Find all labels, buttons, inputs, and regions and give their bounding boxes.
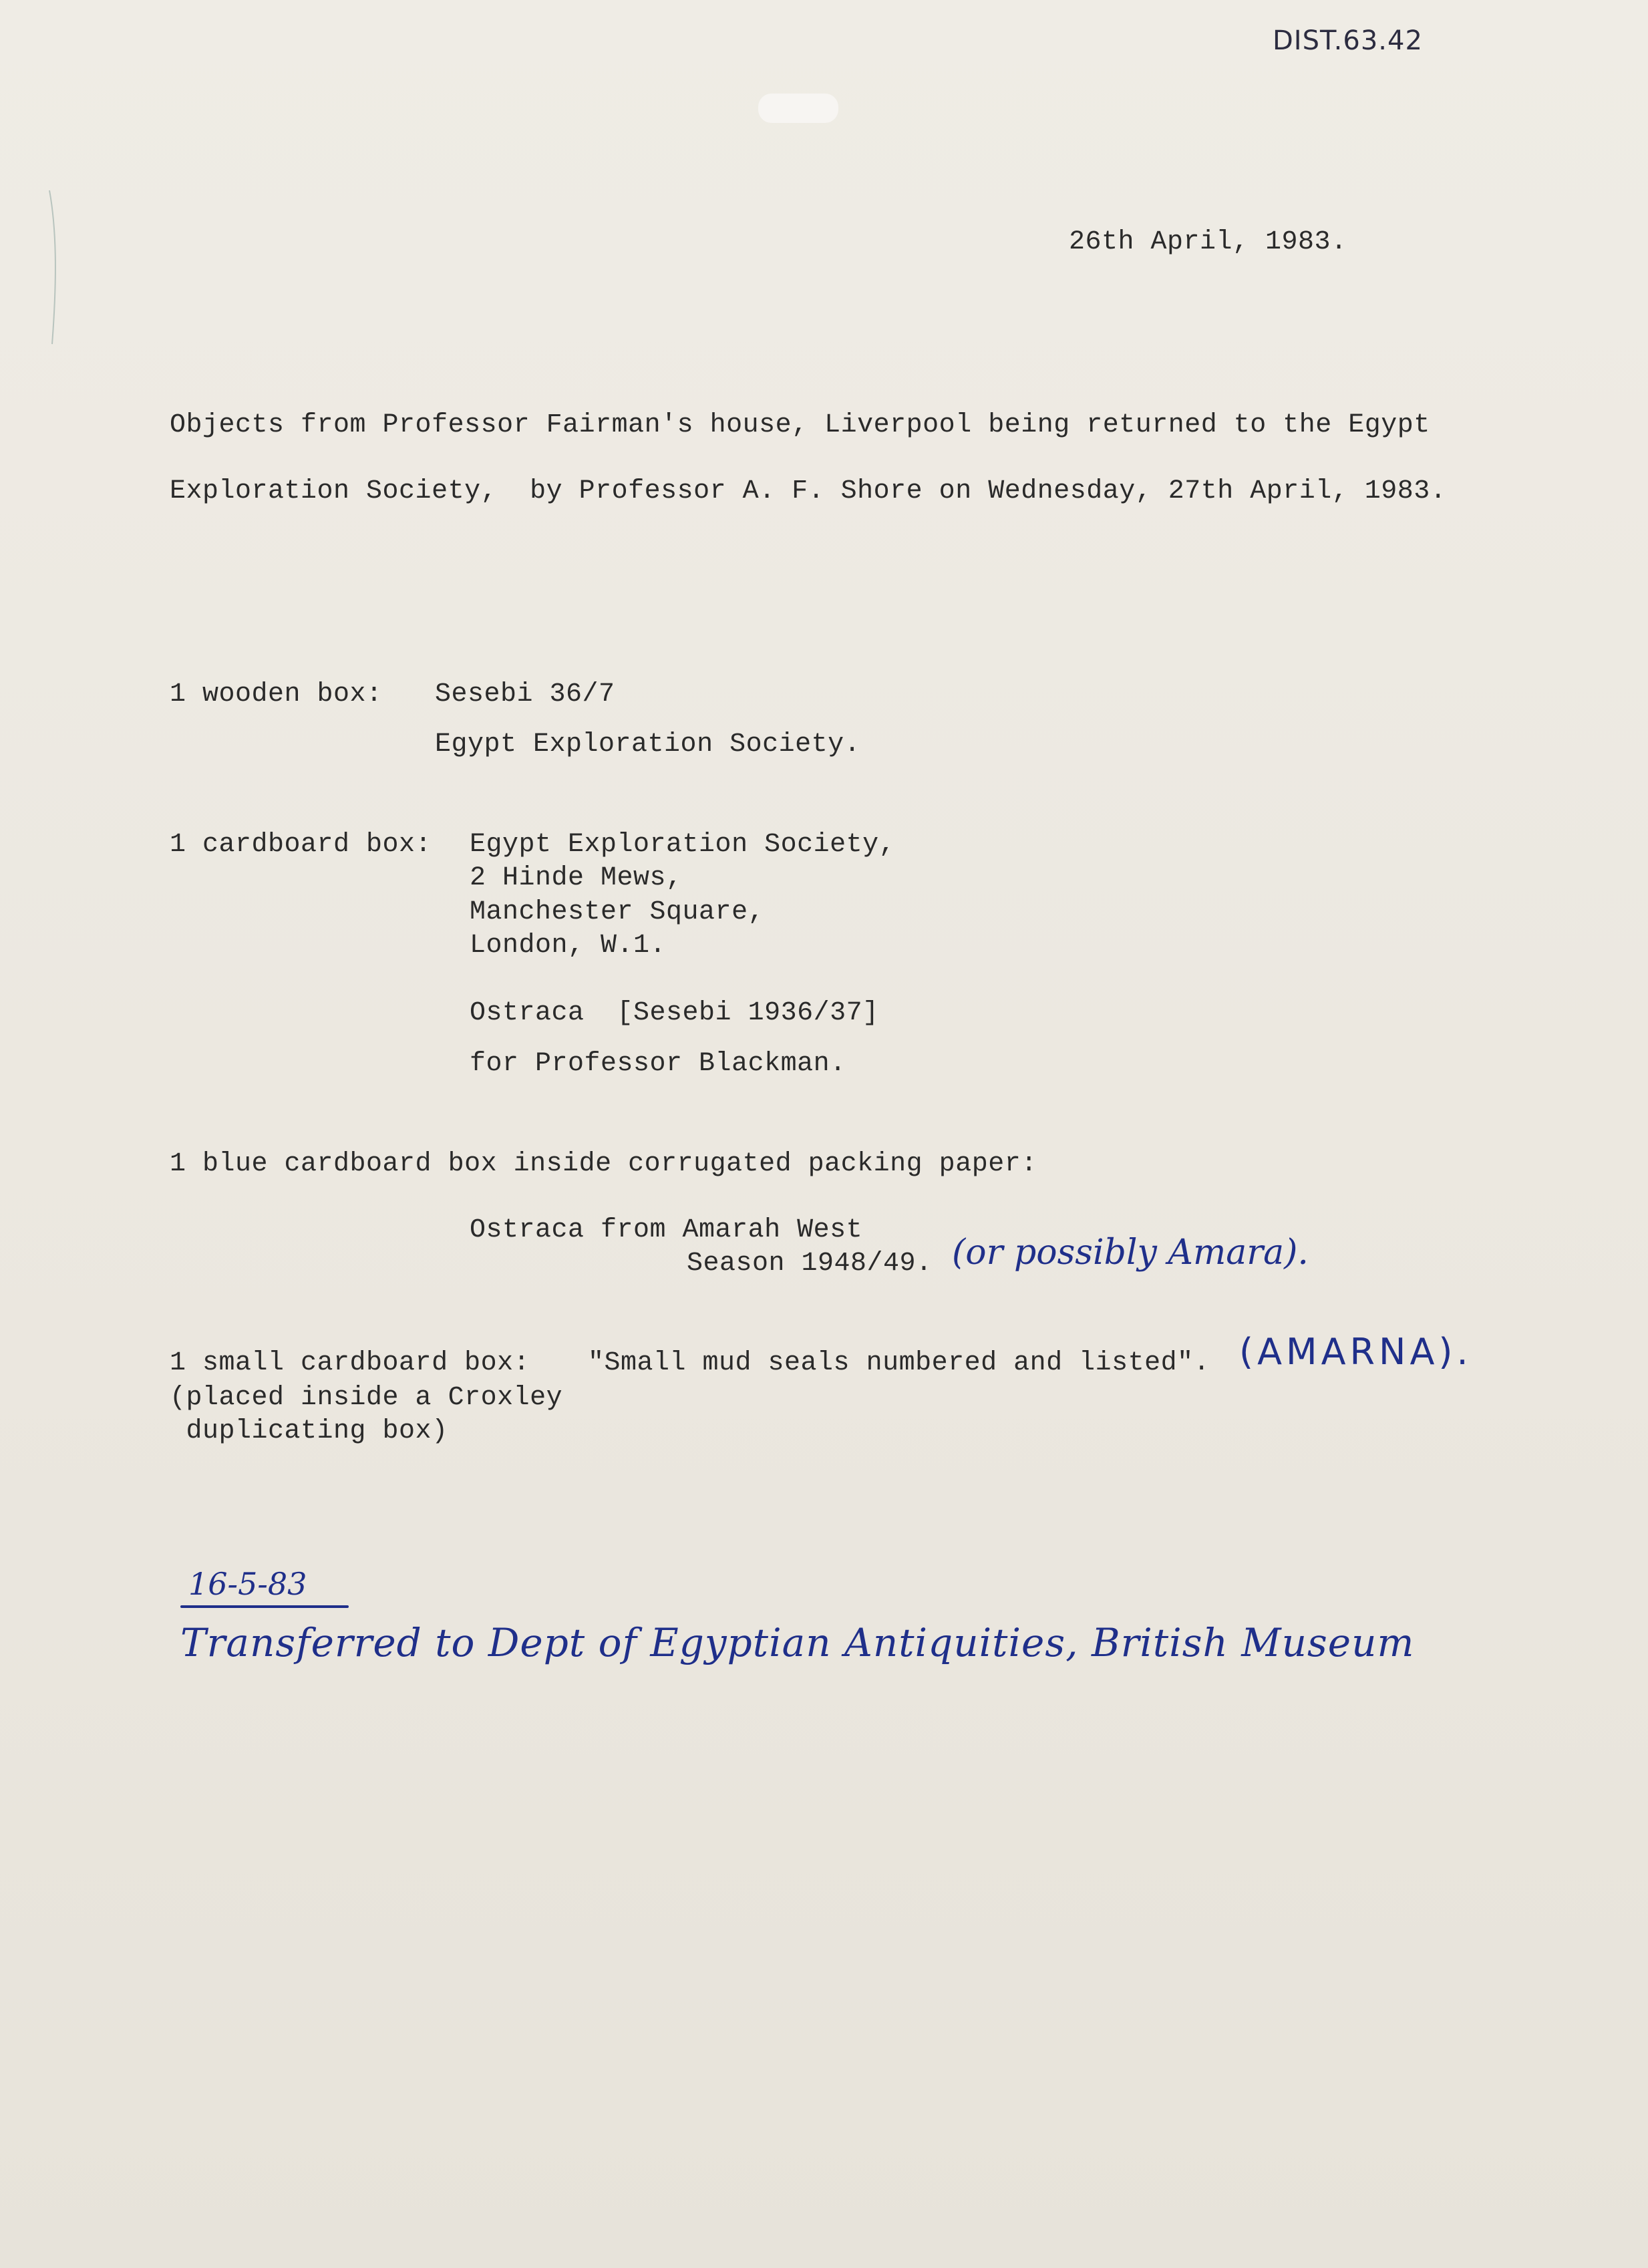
handwritten-transfer-note: Transferred to Dept of Egyptian Antiquities, British Museum: [180, 1620, 1415, 1665]
item-4-text: "Small mud seals numbered and listed".: [588, 1348, 1210, 1378]
intro-line-2: Exploration Society, by Professor A. F. Shore on Wednesday, 27th April, 1983.: [170, 476, 1447, 506]
paper-smudge: [758, 94, 838, 123]
item-2-note-2: for Professor Blackman.: [470, 1049, 846, 1079]
item-4-label: 1 small cardboard box:: [170, 1348, 530, 1378]
item-2-label: 1 cardboard box:: [170, 830, 432, 860]
item-1-label: 1 wooden box:: [170, 679, 383, 709]
intro-line-1: Objects from Professor Fairman's house, Liverpool being returned to the Egypt: [170, 410, 1430, 440]
item-3-handwritten-note: (or possibly Amara).: [952, 1233, 1309, 1273]
item-1-line-1: Sesebi 36/7: [435, 679, 615, 709]
item-4-sublabel-1: (placed inside a Croxley: [170, 1383, 563, 1413]
item-2-address-1: Egypt Exploration Society,: [470, 830, 896, 860]
item-2-address-2: 2 Hinde Mews,: [470, 863, 683, 893]
transfer-date-underline: [180, 1605, 349, 1608]
item-1-line-2: Egypt Exploration Society.: [435, 730, 861, 760]
margin-pencil-mark: [40, 187, 67, 347]
item-3-label: 1 blue cardboard box inside corrugated packing paper:: [170, 1149, 1037, 1179]
item-4-handwritten-note: (AMARNA).: [1239, 1331, 1472, 1373]
item-4-sublabel-2: duplicating box): [170, 1416, 448, 1446]
archive-reference: DIST.63.42: [1273, 25, 1423, 56]
letter-date: 26th April, 1983.: [1069, 227, 1347, 257]
item-2-address-3: Manchester Square,: [470, 897, 765, 927]
item-3-line-2: Season 1948/49.: [687, 1249, 933, 1279]
item-3-line-1: Ostraca from Amarah West: [470, 1215, 863, 1245]
item-2-note-1: Ostraca [Sesebi 1936/37]: [470, 998, 879, 1028]
handwritten-transfer-date: 16-5-83: [188, 1566, 307, 1602]
item-2-address-4: London, W.1.: [470, 931, 667, 961]
